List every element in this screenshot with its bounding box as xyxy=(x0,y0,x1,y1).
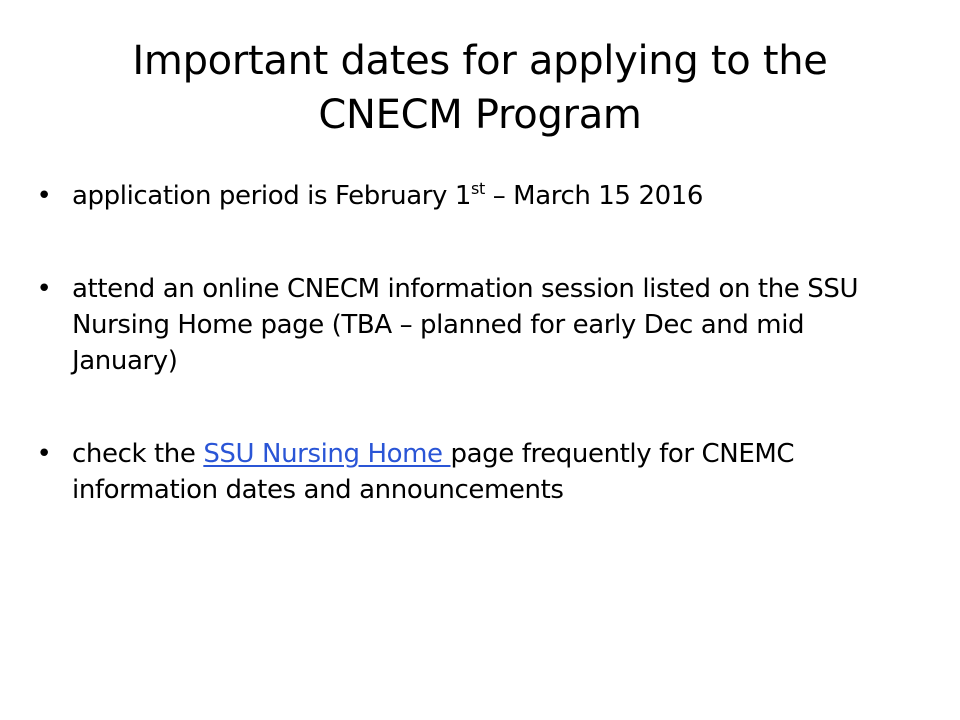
bullet-dot-icon xyxy=(34,436,54,472)
bullet-application-period xyxy=(34,178,904,214)
bullet-1-text-after: – March 15 2016 xyxy=(484,181,704,211)
ssu-nursing-home-link[interactable]: SSU Nursing Home xyxy=(203,439,451,469)
bullet-1-text-before: application period is February 1 xyxy=(72,181,472,211)
bullet-1-superscript: st xyxy=(471,179,485,198)
bullet-2-text: attend an online CNECM information session listed on the SSU Nursing Home page (TBA – planned for early Dec and mid January) xyxy=(72,274,859,376)
title-line-2: CNECM Program xyxy=(318,92,642,138)
title-line-1: Important dates for applying to the xyxy=(132,38,828,84)
bullet-dot-icon xyxy=(34,271,54,307)
slide-title xyxy=(60,34,900,142)
bullet-check-page xyxy=(34,436,904,508)
bullet-dot-icon xyxy=(34,178,54,214)
bullet-list xyxy=(34,178,904,508)
bullet-3-text-after: page frequently for CNEMC information dates and announcements xyxy=(72,439,795,505)
bullet-information-session xyxy=(34,271,904,379)
bullet-3-text-before: check the xyxy=(72,439,204,469)
